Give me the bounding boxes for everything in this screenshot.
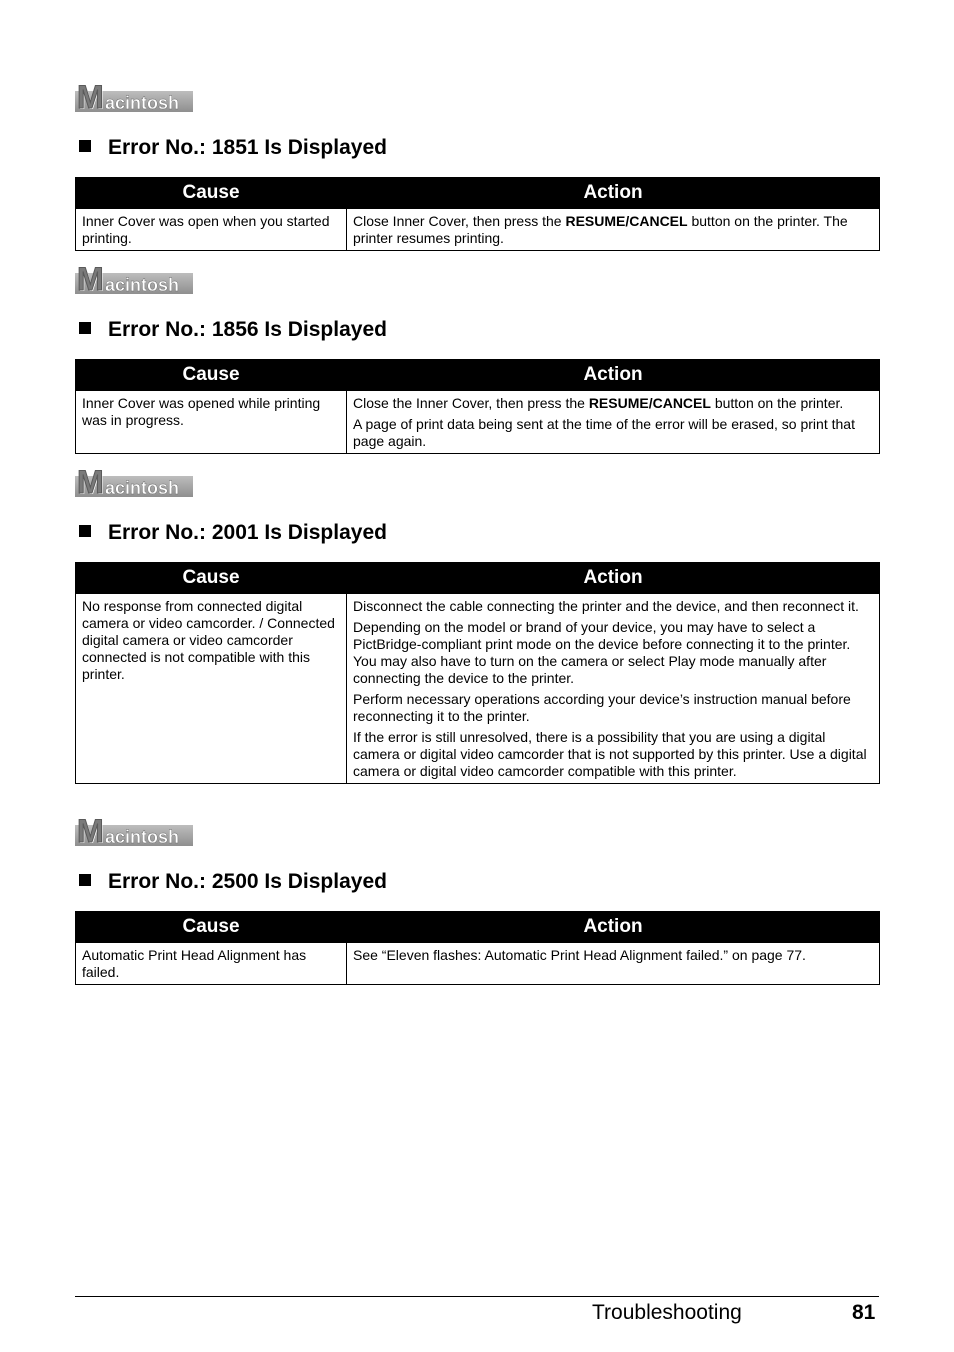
badge-text: acintosh (105, 827, 180, 847)
action-cell (347, 594, 880, 784)
heading-text: Error No.: 2500 Is Displayed (108, 870, 387, 893)
action-cell (347, 391, 880, 454)
error-section-1851 (75, 79, 879, 251)
action-text: button on the printer. (710, 395, 844, 411)
square-bullet-icon (79, 322, 91, 334)
table-row (76, 943, 880, 985)
square-bullet-icon (79, 874, 91, 886)
cause-header: Cause (76, 912, 347, 943)
action-cell (347, 943, 880, 985)
action-paragraph (353, 213, 873, 247)
action-paragraph: If the error is still unresolved, there is a possibility that you are using a digital camera or digital video camcorder that is not supported by this printer. Use a digital camera or digital video camcorder compatible with this printer. (353, 729, 867, 779)
action-text: Close Inner Cover, then press the (353, 213, 566, 229)
error-table (75, 359, 880, 454)
action-paragraph (353, 395, 873, 412)
action-button-name: RESUME/CANCEL (588, 395, 711, 411)
error-table (75, 177, 880, 251)
page-number: 81 (852, 1301, 876, 1324)
action-paragraph: Perform necessary operations according your device’s instruction manual before reconnecting it to the printer. (353, 691, 851, 724)
section-heading (75, 518, 879, 548)
error-table (75, 562, 880, 784)
table-header-row (76, 360, 880, 391)
action-cell (347, 209, 880, 251)
error-section-2500 (75, 813, 879, 985)
footer-section-title: Troubleshooting (592, 1301, 742, 1324)
heading-text: Error No.: 1851 Is Displayed (108, 136, 387, 159)
macintosh-badge (75, 464, 193, 500)
table-header-row (76, 912, 880, 943)
cause-cell: No response from connected digital camera or video camcorder. / Connected digital camera or video camcorder connected is not compatible with this printer. (76, 594, 347, 784)
badge-letter: M (77, 464, 103, 500)
table-header-row (76, 178, 880, 209)
action-header: Action (347, 912, 880, 943)
action-header: Action (347, 563, 880, 594)
action-paragraph: Depending on the model or brand of your device, you may have to select a PictBridge-compliant print mode on the device before connecting it to the printer. You may also have to turn on the camera or select Play mode manually after connecting the device to the printer. (353, 619, 851, 686)
table-row (76, 209, 880, 251)
error-section-2001 (75, 464, 879, 784)
action-header: Action (347, 360, 880, 391)
badge-letter: M (77, 813, 103, 849)
action-paragraph: See “Eleven flashes: Automatic Print Head Alignment failed.” on page 77. (353, 947, 806, 963)
badge-text: acintosh (105, 275, 180, 295)
table-row (76, 391, 880, 454)
action-text: button on the printer. The printer resumes printing. (353, 213, 848, 246)
badge-letter: M (77, 261, 103, 297)
action-button-name: RESUME/CANCEL (565, 213, 688, 229)
square-bullet-icon (79, 525, 91, 537)
error-table (75, 911, 880, 985)
cause-header: Cause (76, 178, 347, 209)
badge-letter: M (77, 79, 103, 115)
cause-cell: Automatic Print Head Alignment has failed. (76, 943, 347, 985)
cause-header: Cause (76, 563, 347, 594)
section-heading (75, 315, 879, 345)
action-paragraph: A page of print data being sent at the time of the error will be erased, so print that page again. (353, 416, 855, 449)
action-paragraph: Disconnect the cable connecting the printer and the device, and then reconnect it. (353, 598, 859, 614)
footer-divider (75, 1296, 879, 1297)
badge-text: acintosh (105, 478, 180, 498)
table-row (76, 594, 880, 784)
error-section-1856 (75, 261, 879, 454)
heading-text: Error No.: 1856 Is Displayed (108, 318, 387, 341)
cause-cell: Inner Cover was open when you started printing. (76, 209, 347, 251)
badge-text: acintosh (105, 93, 180, 113)
section-heading (75, 133, 879, 163)
cause-cell: Inner Cover was opened while printing was in progress. (76, 391, 347, 454)
cause-header: Cause (76, 360, 347, 391)
macintosh-badge (75, 79, 193, 115)
action-header: Action (347, 178, 880, 209)
section-heading (75, 867, 879, 897)
action-text: Close the Inner Cover, then press the (353, 395, 589, 411)
macintosh-badge (75, 261, 193, 297)
square-bullet-icon (79, 140, 91, 152)
heading-text: Error No.: 2001 Is Displayed (108, 521, 387, 544)
macintosh-badge (75, 813, 193, 849)
table-header-row (76, 563, 880, 594)
